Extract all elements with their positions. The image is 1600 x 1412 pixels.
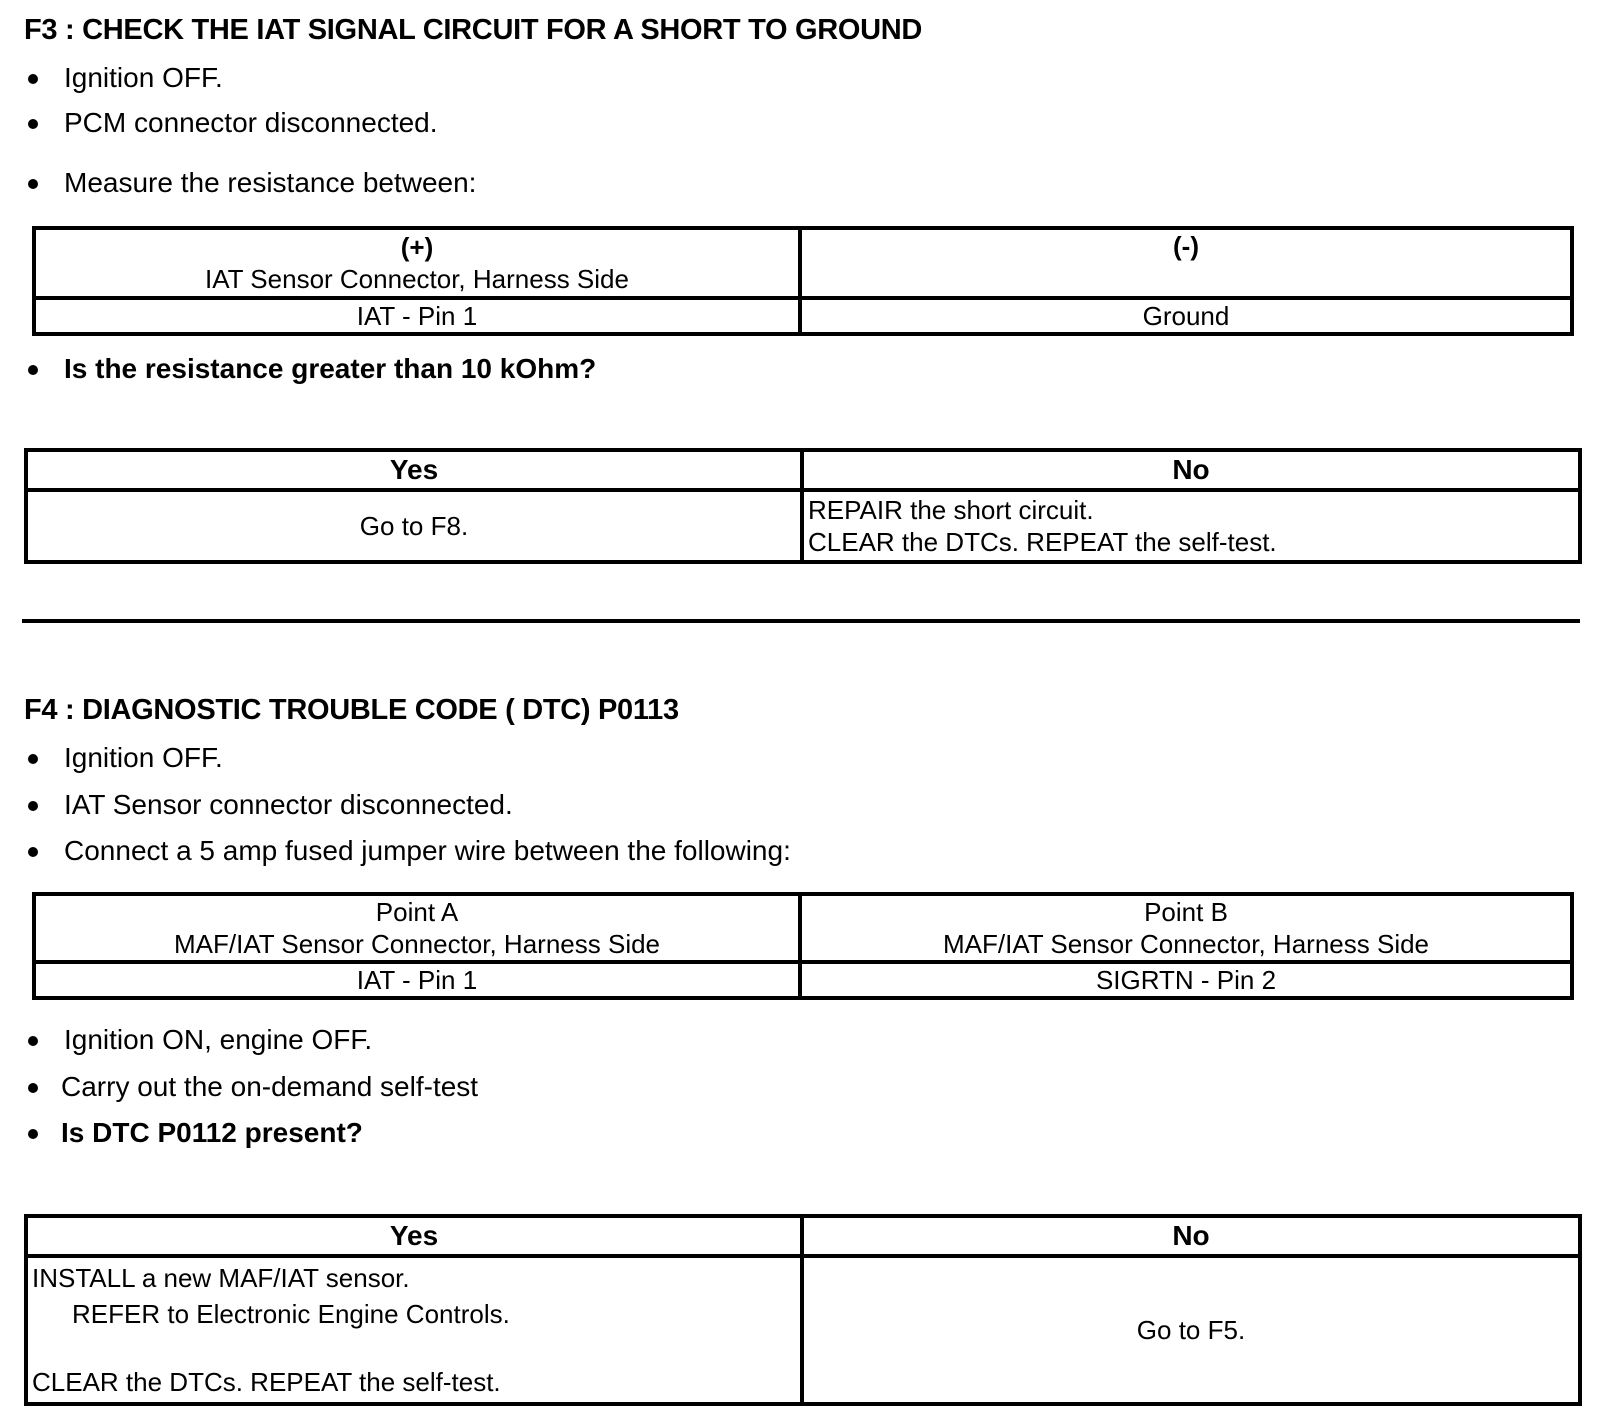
f3-step-1: Ignition OFF. [28,62,928,96]
f3-step-2: PCM connector disconnected. [28,107,928,141]
f4-step-5: Carry out the on-demand self-test [28,1071,928,1105]
bullet-icon [28,74,38,84]
section-divider [22,619,1580,623]
bullet-icon [28,365,38,375]
f4-step-4: Ignition ON, engine OFF. [28,1024,928,1058]
yes-header: Yes [26,450,802,490]
f4-step-2: IAT Sensor connector disconnected. [28,789,928,823]
f3-title: F3 : CHECK THE IAT SIGNAL CIRCUIT FOR A SHORT TO GROUND [24,14,923,46]
bullet-icon [28,119,38,129]
jumper-header-point-b: Point B MAF/IAT Sensor Connector, Harness Side [800,894,1572,962]
bullet-icon [28,801,38,811]
f4-result-table [24,1214,1582,1406]
measure-value-negative: Ground [800,298,1572,334]
f3-measure-table [32,226,1574,336]
jumper-value-point-b: SIGRTN - Pin 2 [800,962,1572,998]
no-action: REPAIR the short circuit. CLEAR the DTCs. REPEAT the self-test. [802,490,1580,562]
no-header: No [802,450,1580,490]
yes-header: Yes [26,1216,802,1256]
bullet-icon [28,847,38,857]
f4-question: Is DTC P0112 present? [28,1117,928,1151]
bullet-icon [28,1083,38,1093]
f3-result-table [24,448,1582,564]
bullet-icon [28,1036,38,1046]
f4-jumper-table [32,892,1574,1000]
f3-step-3: Measure the resistance between: [28,167,928,201]
bullet-icon [28,1129,38,1139]
jumper-value-point-a: IAT - Pin 1 [34,962,800,998]
jumper-header-point-a: Point A MAF/IAT Sensor Connector, Harness Side [34,894,800,962]
bullet-icon [28,754,38,764]
measure-header-positive: (+) IAT Sensor Connector, Harness Side [34,228,800,298]
yes-action: INSTALL a new MAF/IAT sensor. REFER to Electronic Engine Controls. CLEAR the DTCs. REPEAT the self-test. [26,1256,802,1404]
measure-value-positive: IAT - Pin 1 [34,298,800,334]
f4-step-3: Connect a 5 amp fused jumper wire between the following: [28,835,1128,869]
no-action: Go to F5. [802,1256,1580,1404]
no-header: No [802,1216,1580,1256]
measure-header-negative: (-) [800,228,1572,298]
yes-action: Go to F8. [26,490,802,562]
f4-title: F4 : DIAGNOSTIC TROUBLE CODE ( DTC) P0113 [24,694,679,726]
f3-question: Is the resistance greater than 10 kOhm? [28,353,928,387]
bullet-icon [28,179,38,189]
f4-step-1: Ignition OFF. [28,742,928,776]
